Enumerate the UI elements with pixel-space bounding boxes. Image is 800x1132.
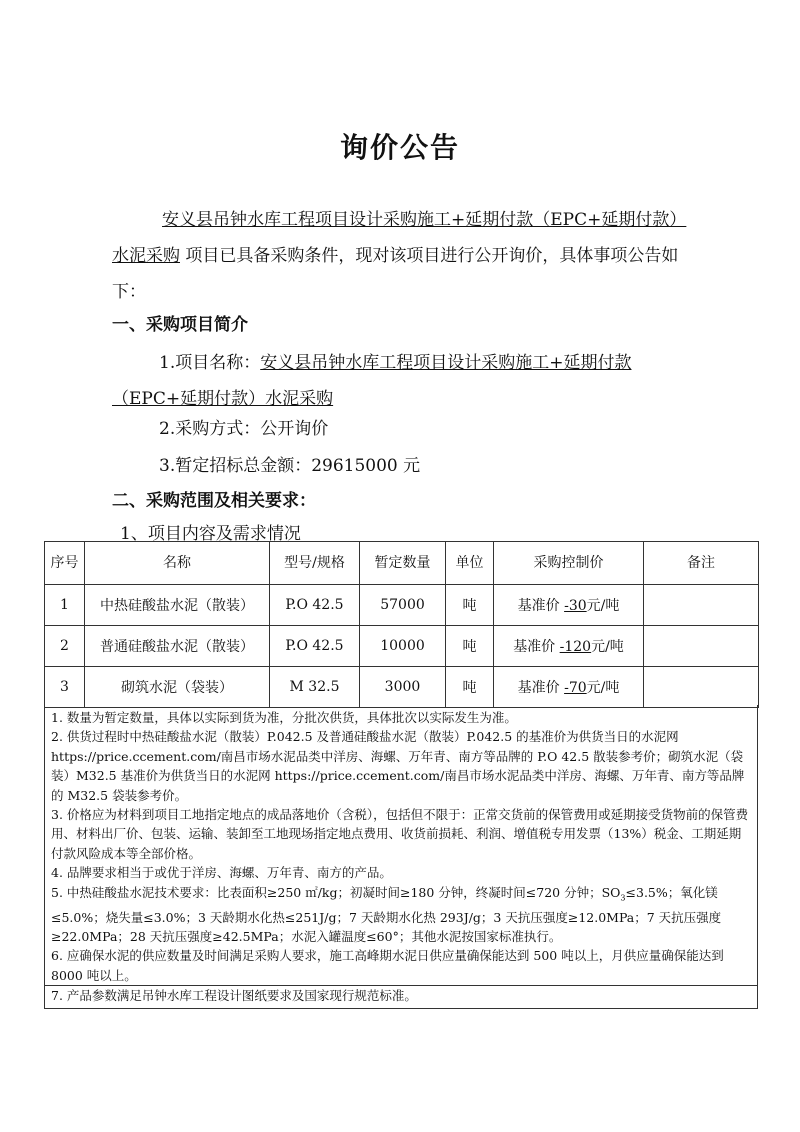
cell-note (644, 667, 759, 708)
note-7: 7. 产品参数满足吊钟水库工程设计图纸要求及国家现行规范标准。 (45, 985, 757, 1005)
note-5-part-b: ≤3.5%；氧化镁≤5.0%；烧失量≤3.0%；3 天龄期水化热≤251J/g；7 天龄期水化热 293J/g；3 天抗压强度≥12.0MPa；7 天抗压强度≥22.0MPa；28 天抗压强度≥42.5MPa；水泥入罐温度≤60°；其他水泥按国家标准执行。 (51, 884, 722, 944)
cell-unit: 吨 (446, 626, 494, 667)
cell-spec: P.O 42.5 (270, 626, 360, 667)
cell-unit: 吨 (446, 667, 494, 708)
col-header-unit: 单位 (446, 542, 494, 585)
table-row (45, 667, 759, 708)
cell-spec: M 32.5 (270, 667, 360, 708)
cell-name: 砌筑水泥（袋装） (85, 667, 270, 708)
cell-spec: P.O 42.5 (270, 585, 360, 626)
section1-heading: 一、采购项目简介 (112, 315, 248, 335)
note-5-part-a: 5. 中热硅酸盐水泥技术要求：比表面积≥250 ㎡/kg；初凝时间≥180 分钟，终凝时间≤720 分钟；SO (51, 884, 621, 900)
cell-price (494, 667, 644, 708)
table-header-row (45, 542, 759, 585)
price-value: -70 (564, 680, 587, 696)
price-prefix: 基准价 (513, 639, 556, 655)
table-row (45, 626, 759, 667)
price-prefix: 基准价 (517, 598, 560, 614)
note-4: 4. 品牌要求相当于或优于洋房、海螺、万年青、南方的产品。 (51, 865, 392, 881)
intro-project-name: 安义县吊钟水库工程项目设计采购施工+延期付款（EPC+延期付款）水泥采购 (112, 210, 687, 266)
procurement-method: 2.采购方式：公开询价 (159, 419, 329, 439)
intro-paragraph (112, 202, 687, 310)
requirements-table (44, 541, 759, 708)
col-header-note: 备注 (644, 542, 759, 585)
price-suffix: 元/吨 (591, 639, 624, 655)
subsection1-heading: 1、项目内容及需求情况 (120, 524, 301, 544)
project-name-item (112, 345, 687, 417)
note-2: 2. 供货过程时中热硅酸盐水泥（散装）P.042.5 及普通硅酸盐水泥（散装）P.042.5 的基准价为供货当日的水泥网 https://price.ccement.com/南昌市场水泥品类中洋房、海螺、万年青、南方等品牌的 P.O 42.5 散装参考价；砌筑水泥（袋装）M32.5 基准价为供货当日的水泥网 https://price.ccement.com/南昌市场水泥品类中洋房、海螺、万年青、南方等品牌的 M32.5 袋装参考价。 (51, 729, 745, 803)
price-suffix: 元/吨 (586, 680, 620, 696)
col-header-qty: 暂定数量 (360, 542, 446, 585)
note-3: 3. 价格应为材料到项目工地指定地点的成品落地价（含税），包括但不限于：正常交货前的保管费用或延期接受货物前的保管费用、材料出厂价、包装、运输、装卸至工地现场指定地点费用、收货前损耗、利润、增值税专用发票（13%）税金、工期延期付款风险成本等全部价格。 (51, 807, 749, 861)
cell-price (494, 626, 644, 667)
cell-no: 2 (45, 626, 85, 667)
cell-price (494, 585, 644, 626)
cell-note (644, 585, 759, 626)
col-header-name: 名称 (85, 542, 270, 585)
page-title: 询价公告 (339, 131, 460, 164)
col-header-no: 序号 (45, 542, 85, 585)
price-suffix: 元/吨 (586, 598, 620, 614)
price-value: -30 (564, 598, 587, 614)
note-5-subscript: 3 (620, 893, 626, 903)
project-name-label: 1.项目名称： (159, 353, 261, 373)
table-row (45, 585, 759, 626)
section2-heading: 二、采购范围及相关要求： (112, 491, 316, 511)
note-5 (51, 883, 751, 947)
cell-unit: 吨 (446, 585, 494, 626)
cell-qty: 57000 (360, 585, 446, 626)
cell-name: 中热硅酸盐水泥（散装） (85, 585, 270, 626)
price-prefix: 基准价 (517, 680, 560, 696)
project-name-value: 安义县吊钟水库工程项目设计采购施工+延期付款（EPC+延期付款）水泥采购 (112, 353, 632, 409)
col-header-spec: 型号/规格 (270, 542, 360, 585)
note-6: 6. 应确保水泥的供应数量及时间满足采购人要求，施工高峰期水泥日供应量确保能达到 500 吨以上，月供应量确保能达到 8000 吨以上。 (51, 948, 724, 983)
cell-note (644, 626, 759, 667)
cell-no: 1 (45, 585, 85, 626)
cell-name: 普通硅酸盐水泥（散装） (85, 626, 270, 667)
cell-qty: 10000 (360, 626, 446, 667)
price-value: -120 (559, 639, 592, 655)
notes-box (44, 705, 758, 1009)
cell-qty: 3000 (360, 667, 446, 708)
note-1: 1. 数量为暂定数量，具体以实际到货为准，分批次供货，具体批次以实际发生为准。 (51, 710, 517, 725)
intro-rest: 项目已具备采购条件，现对该项目进行公开询价，具体事项公告如下： (112, 246, 679, 302)
cell-no: 3 (45, 667, 85, 708)
col-header-price: 采购控制价 (494, 542, 644, 585)
total-amount: 3.暂定招标总金额：29615000 元 (159, 456, 421, 476)
